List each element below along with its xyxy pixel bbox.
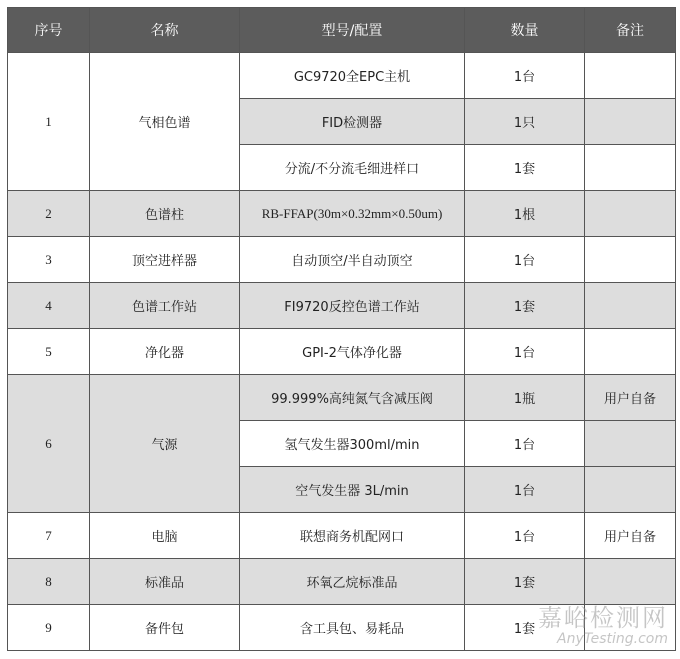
row-model: 氢气发生器300ml/min	[240, 421, 465, 467]
row-qty: 1套	[465, 559, 585, 605]
table-row	[8, 605, 676, 651]
row-name: 备件包	[90, 605, 240, 651]
row-model: 含工具包、易耗品	[240, 605, 465, 651]
table-header-row	[8, 8, 676, 53]
row-qty: 1台	[465, 467, 585, 513]
row-name: 气相色谱	[90, 53, 240, 191]
row-number: 8	[8, 559, 90, 605]
row-qty: 1台	[465, 421, 585, 467]
row-number: 5	[8, 329, 90, 375]
row-model: 空气发生器 3L/min	[240, 467, 465, 513]
row-qty: 1台	[465, 237, 585, 283]
row-model: FI9720反控色谱工作站	[240, 283, 465, 329]
row-qty: 1台	[465, 53, 585, 99]
row-note	[585, 191, 676, 237]
table-row	[8, 191, 676, 237]
row-name: 净化器	[90, 329, 240, 375]
row-note	[585, 329, 676, 375]
row-note	[585, 99, 676, 145]
row-name: 气源	[90, 375, 240, 513]
row-model: 分流/不分流毛细进样口	[240, 145, 465, 191]
row-qty: 1台	[465, 513, 585, 559]
row-qty: 1台	[465, 329, 585, 375]
row-note	[585, 145, 676, 191]
row-note	[585, 605, 676, 651]
row-qty: 1瓶	[465, 375, 585, 421]
row-name: 色谱柱	[90, 191, 240, 237]
watermark-main-text: 嘉峪检测网	[538, 604, 668, 632]
row-number: 3	[8, 237, 90, 283]
row-model: GC9720全EPC主机	[240, 53, 465, 99]
row-note	[585, 283, 676, 329]
row-name: 顶空进样器	[90, 237, 240, 283]
header-no: 序号	[8, 8, 90, 53]
table-row	[8, 53, 676, 99]
header-name: 名称	[90, 8, 240, 53]
row-number: 4	[8, 283, 90, 329]
row-number: 2	[8, 191, 90, 237]
row-note	[585, 559, 676, 605]
row-name: 色谱工作站	[90, 283, 240, 329]
row-number: 1	[8, 53, 90, 191]
row-model: 联想商务机配网口	[240, 513, 465, 559]
row-note	[585, 53, 676, 99]
watermark-sub-text: AnyTesting.com	[557, 631, 668, 647]
row-model: 环氧乙烷标准品	[240, 559, 465, 605]
row-model: RB-FFAP(30m×0.32mm×0.50um)	[240, 191, 465, 237]
row-model: GPI-2气体净化器	[240, 329, 465, 375]
row-number: 6	[8, 375, 90, 513]
table-row	[8, 559, 676, 605]
header-model: 型号/配置	[240, 8, 465, 53]
table-row	[8, 329, 676, 375]
header-note: 备注	[585, 8, 676, 53]
equipment-config-table	[7, 7, 676, 651]
row-number: 7	[8, 513, 90, 559]
table-row	[8, 283, 676, 329]
row-number: 9	[8, 605, 90, 651]
row-model: 自动顶空/半自动顶空	[240, 237, 465, 283]
header-qty: 数量	[465, 8, 585, 53]
row-qty: 1套	[465, 605, 585, 651]
row-note	[585, 421, 676, 467]
row-qty: 1套	[465, 145, 585, 191]
row-model: FID检测器	[240, 99, 465, 145]
row-note	[585, 467, 676, 513]
row-note: 用户自备	[585, 513, 676, 559]
row-note	[585, 237, 676, 283]
row-name: 电脑	[90, 513, 240, 559]
row-model: 99.999%高纯氮气含减压阀	[240, 375, 465, 421]
table-row	[8, 513, 676, 559]
row-qty: 1套	[465, 283, 585, 329]
row-name: 标准品	[90, 559, 240, 605]
row-qty: 1只	[465, 99, 585, 145]
row-qty: 1根	[465, 191, 585, 237]
row-note: 用户自备	[585, 375, 676, 421]
table-row	[8, 237, 676, 283]
table-row	[8, 375, 676, 421]
